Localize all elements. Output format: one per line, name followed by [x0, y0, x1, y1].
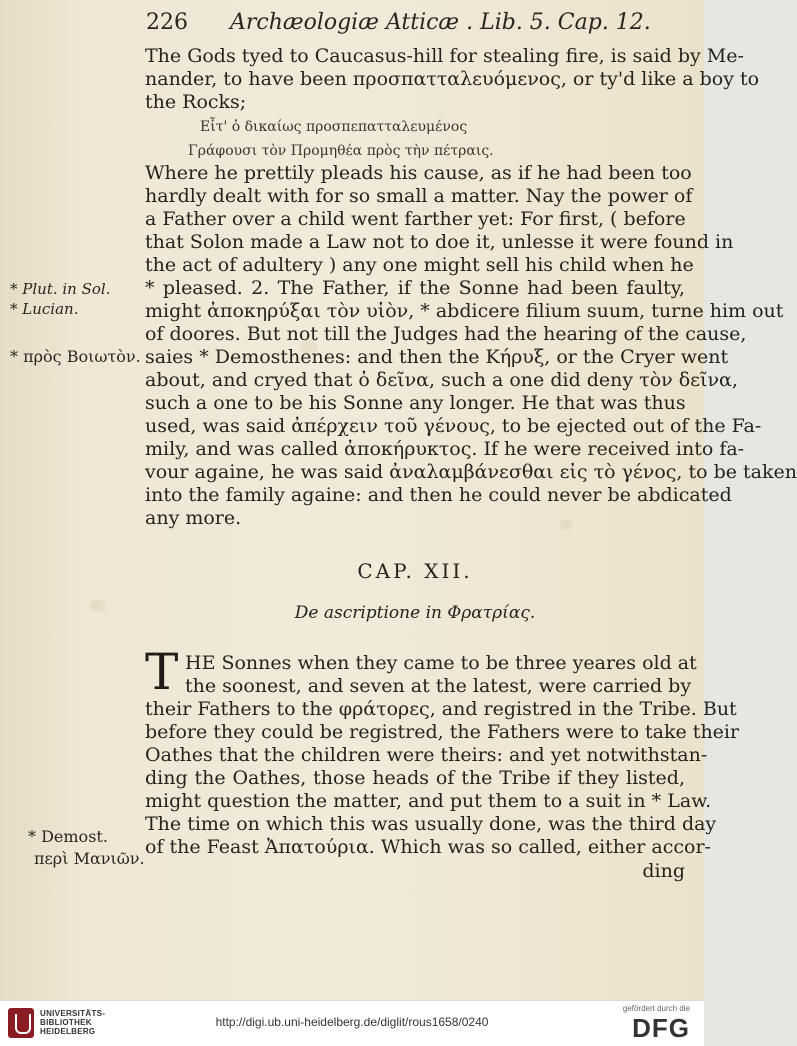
library-name: UNIVERSITÄTS- BIBLIOTHEK HEIDELBERG — [40, 1009, 106, 1036]
chapter-heading: CAP. XII. — [357, 559, 473, 583]
text-line: might ἀποκηρύξαι τὸν υἱὸν, * abdicere filium suum, turne him out — [145, 300, 784, 322]
text-line: a Father over a child went farther yet: For first, ( before — [145, 208, 686, 230]
text-line: that Solon made a Law not to doe it, unlesse it were found in — [145, 231, 734, 253]
funded-by-label: gefördert durch die — [622, 1004, 690, 1013]
text-line: the soonest, and seven at the latest, were carried by — [185, 675, 692, 697]
text-line: ding the Oathes, those heads of the Tribe if they listed, — [145, 767, 685, 789]
verse-line: Γράφουσι τὸν Προμηθέα πρὸς τὴν πέτραις. — [188, 143, 494, 159]
text-line: mily, and was called ἀποκήρυκτος. If he were received into fa- — [145, 438, 745, 460]
text-line: the act of adultery ) any one might sell his child when he — [145, 254, 694, 276]
text-line: Oathes that the children were theirs: and yet notwithstan- — [145, 744, 708, 766]
marginal-note-lucian: * Lucian. — [10, 300, 79, 318]
text-line: saies * Demosthenes: and then the Κήρυξ, or the Cryer went — [145, 346, 729, 368]
text-line: before they could be registred, the Fathers were to take their — [145, 721, 740, 743]
text-line: the Rocks; — [145, 91, 247, 113]
text-line: might question the matter, and put them to a suit in * Law. — [145, 790, 712, 812]
viewer-footer — [0, 1000, 704, 1046]
text-line: hardly dealt with for so small a matter. Nay the power of — [145, 185, 693, 207]
text-line: such a one to be his Sonne any longer. He that was thus — [145, 392, 686, 414]
text-line: HE Sonnes when they came to be three yeares old at — [185, 652, 697, 674]
text-line: nander, to have been προσπατταλευόμενος, or ty'd like a boy to — [145, 68, 760, 90]
running-title: Archæologiæ Atticæ . Lib. 5. Cap. 12. — [230, 10, 651, 35]
text-line: vour againe, he was said ἀναλαμβάνεσθαι εἰς τὸ γένος, to be taken — [145, 461, 797, 483]
chapter-subheading: De ascriptione in Φρατρίας. — [294, 603, 536, 623]
permalink-url[interactable]: http://digi.ub.uni-heidelberg.de/diglit/rous1658/0240 — [215, 1015, 489, 1029]
catchword: ding — [642, 860, 685, 882]
text-line: about, and cryed that ὁ δεῖνα, such a one did deny τὸν δεῖνα, — [145, 369, 738, 391]
text-line: The time on which this was usually done, was the third day — [145, 813, 717, 835]
text-line: * pleased. 2. The Father, if the Sonne had been faulty, — [145, 277, 685, 299]
text-line: any more. — [145, 507, 242, 529]
text-line: The Gods tyed to Caucasus-hill for stealing fire, is said by Me- — [145, 45, 744, 67]
dfg-logo: DFG — [632, 1013, 690, 1043]
text-line: used, was said ἀπέρχειν τοῦ γένους, to be ejected out of the Fa- — [145, 415, 762, 437]
marginal-note-greek: * πρὸς Βοιωτὸν. — [10, 347, 141, 366]
text-line: into the family againe: and then he could never be abdicated — [145, 484, 732, 506]
drop-cap: T — [145, 643, 179, 701]
text-line: their Fathers to the φράτορες, and registred in the Tribe. But — [145, 698, 737, 720]
marginal-note-plutarch: * Plut. in Sol. — [10, 280, 111, 298]
page-number: 226 — [146, 10, 188, 35]
text-line: of the Feast Ἀπατούρια. Which was so called, either accor- — [145, 836, 711, 858]
marginal-note-demosthenes: * Demost. — [28, 827, 108, 846]
text-line: of doores. But not till the Judges had the hearing of the cause, — [145, 323, 747, 345]
verse-line: Εἶτ' ὁ δικαίως προσπεπατταλευμένος — [200, 119, 468, 135]
text-line: Where he prettily pleads his cause, as if he had been too — [145, 162, 692, 184]
marginal-note-peri: περὶ Μανιῶν. — [34, 849, 145, 868]
running-header — [146, 10, 686, 42]
